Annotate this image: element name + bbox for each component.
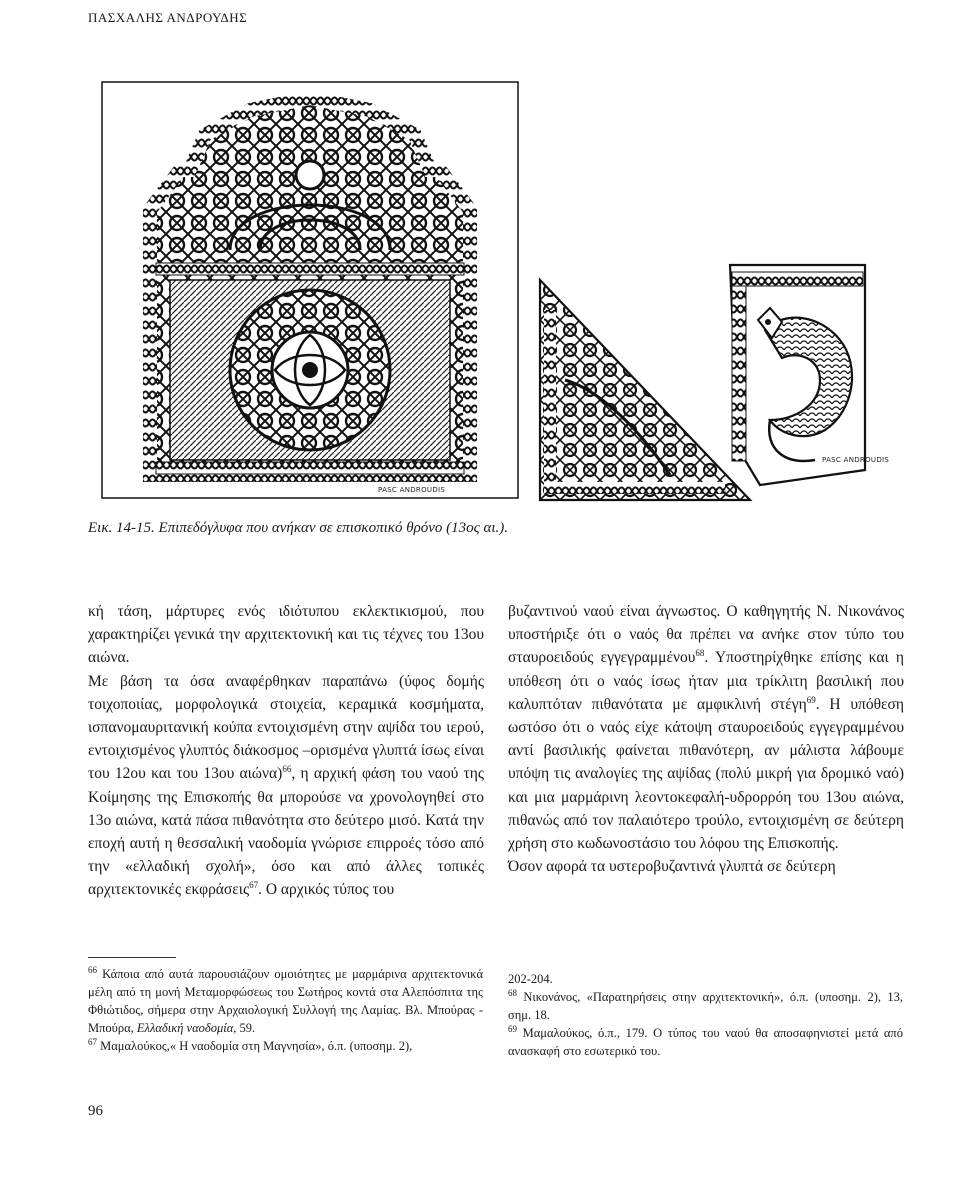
- footnote-ref[interactable]: 68: [695, 648, 705, 659]
- footnote-number: 68: [508, 987, 517, 998]
- paragraph: [88, 670, 484, 902]
- paragraph: [508, 855, 904, 878]
- artist-signature-left: PASC ANDROUDIS: [378, 486, 446, 494]
- paragraph: [88, 600, 484, 670]
- footnote-text: Κάποια από αυτά παρουσιάζουν ομοιότητες με μαρμάρινα αρχιτεκτονικά μέλη από τη μονή Μεταμορφώσεως του Σωτήρος κοντά στα Αλεπόσπιτα της Φθιώτιδος, σήμερα στην Αρχαιολογική Συλλογή της Λαμίας. Βλ. Μπούρας - Μπούρα,: [88, 967, 483, 1035]
- footnote-text: 202-204.: [508, 972, 553, 986]
- paragraph: [508, 600, 904, 855]
- paragraph-text: βυζαντινού ναού είναι άγνωστος. Ο καθηγητής Ν. Νικονάνος υποστήριξε ότι ο ναός θα πρέπει να ανήκε στον τύπο του σταυροειδούς εγγεγραμμένου: [508, 603, 904, 667]
- footnotes-left: [88, 965, 483, 1055]
- footnote-text: Μαμαλούκος,« Η ναοδομία στη Μαγνησία», ό.π. (υποσημ. 2),: [100, 1039, 413, 1053]
- paragraph-text: Με βάση τα όσα αναφέρθηκαν παραπάνω (ύφος δομής τοιχοποιίας, μορφολογικά στοιχεία, κεραμικά κοσμήματα, ισπανομαυριτανική κούπα εντοιχισμένη στην αψίδα του ιερού, εντοιχισμένος γλυπτός διάκοσμος –ορισμένα γλυπτά ίσως είναι του 12ου και του 13ου αιώνα): [88, 672, 484, 783]
- footnote-text: , 59.: [233, 1021, 256, 1035]
- page-number: 96: [88, 1103, 103, 1119]
- footnote: [88, 965, 483, 1037]
- footnote: [508, 1024, 903, 1060]
- figure-14-15: [0, 60, 960, 520]
- figure-caption: Εικ. 14-15. Επιπεδόγλυφα που ανήκαν σε επισκοπικό θρόνο (13ος αι.).: [88, 520, 509, 536]
- footnote-italic-title: Ελλαδική ναοδομία: [136, 1021, 234, 1035]
- paragraph-text: κή τάση, μάρτυρες ενός ιδιότυπου εκλεκτικισμού, που χαρακτηρίζει γενικά την αρχιτεκτονική και τις τέχνες του 13ου αιώνα.: [88, 603, 484, 667]
- paragraph-text: . Η υπόθεση ωστόσο ότι ο ναός είχε κάτοψη σταυροειδούς εγγεγραμμένου αντί βασιλικής φαίνεται πιθανότερη, αν μάλιστα λάβουμε υπόψη τις αναλογίες της αψίδας (πολύ μικρή για δρομικό ναό) και μια μαρμάρινη λεοντοκεφαλή-υδρορρόη του 13ου αιώνα, πιθανώς από τον παλαιότερο τρούλο, εντοιχισμένη σε δεύτερη χρήση στο κωδωνοστάσιο του λόφου της Επισκοπής.: [508, 695, 905, 853]
- paragraph-text: , η αρχική φάση του ναού της Κοίμησης της Επισκοπής θα μπορούσε να χρονολογηθεί στο 13ο αιώνα, κατά πάσα πιθανότητα στο δεύτερο μισό. Κατά την εποχή αυτή η θεσσαλική ναοδομία γνώρισε επιρροές τόσο από την «ελλαδική σχολή», όσο και από άλλες τοπικές αρχιτεκτονικές εκφράσεις: [88, 765, 485, 899]
- relief-slab-drawing: [100, 80, 520, 500]
- footnotes-right: [508, 970, 903, 1060]
- artist-signature-right: PASC ANDROUDIS: [822, 456, 890, 464]
- paragraph-text: Όσον αφορά τα υστεροβυζαντινά γλυπτά σε δεύτερη: [508, 858, 836, 876]
- footnote-number: 66: [88, 964, 97, 975]
- paragraph-text: . Υποστηρίχθηκε επίσης και η υπόθεση ότι ο ναός ίσως ήταν μια τρίκλιτη βασιλική που καλυπτόταν πιθανότατα με αμφικλινή στέγη: [508, 649, 904, 713]
- footnote-text: Νικονάνος, «Παρατηρήσεις στην αρχιτεκτονική», ό.π. (υποσημ. 2), 13, σημ. 18.: [508, 990, 904, 1022]
- footnote-ref[interactable]: 69: [806, 694, 816, 705]
- paragraph-text: . Ο αρχικός τύπος του: [258, 881, 395, 899]
- footnote-rule: [88, 957, 176, 958]
- footnote-ref[interactable]: 66: [282, 764, 292, 775]
- body-column-right: [508, 600, 904, 878]
- footnote: [508, 988, 903, 1024]
- footnote-number: 67: [88, 1036, 97, 1047]
- relief-fragments-drawing: [520, 260, 890, 515]
- running-head: ΠΑΣΧΑΛΗΣ ΑΝΔΡΟΥΔΗΣ: [88, 10, 248, 25]
- footnote-text: Μαμαλούκος, ό.π., 179. Ο τύπος του ναού θα αποσαφηνιστεί μετά από ανασκαφή στο εσωτερικό του.: [508, 1026, 903, 1058]
- body-column-left: [88, 600, 484, 902]
- footnote-number: 69: [508, 1023, 517, 1034]
- footnote: [88, 1037, 483, 1055]
- footnote: [508, 970, 903, 988]
- footnote-ref[interactable]: 67: [249, 880, 259, 891]
